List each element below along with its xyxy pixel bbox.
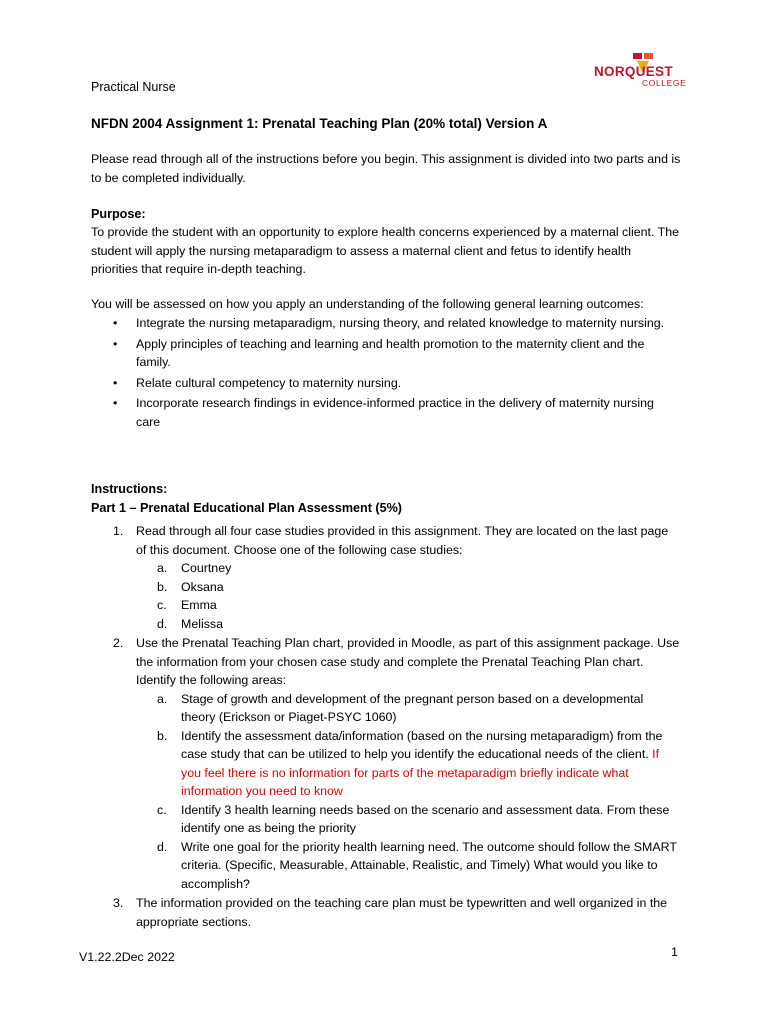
red-note: If you feel there is no information for parts of the metaparadigm briefly indicate what information you need to know (181, 747, 660, 798)
case-study-item (136, 559, 681, 578)
step-number: 2. (113, 636, 124, 650)
case-study-name: Courtney (181, 561, 232, 575)
document-title: NFDN 2004 Assignment 1: Prenatal Teaching Plan (20% total) Version A (91, 116, 548, 131)
outcome-text: Relate cultural competency to maternity nursing. (136, 375, 402, 390)
step-item (91, 634, 681, 893)
intro-paragraph: Please read through all of the instructions before you begin. This assignment is divided into two parts and is to be completed individually. (91, 152, 681, 185)
sub-letter: a. (157, 691, 168, 706)
outcome-item (91, 335, 681, 372)
sub-letter: b. (157, 728, 168, 743)
case-study-name: Emma (181, 598, 217, 612)
logo-subtext: COLLEGE (642, 78, 687, 88)
outcome-text: Integrate the nursing metaparadigm, nursing theory, and related knowledge to maternity nursing. (136, 316, 665, 330)
sub-letter: d. (157, 839, 168, 854)
step-item (91, 522, 681, 633)
sub-letter: c. (157, 802, 167, 817)
bullet-icon: • (113, 375, 118, 390)
chart-area-text: Write one goal for the priority health learning need. The outcome should follow the SMART criteria. (Specific, Measurable, Attainable, Realistic, and Timely) What would you like to accomplish? (181, 839, 677, 891)
bullet-icon: • (113, 316, 118, 330)
chart-area-text: Identify the assessment data/information (based on the nursing metaparadigm) from the case study that can be utilized to help you identify the educational needs of the client. (181, 728, 663, 761)
purpose-heading: Purpose: (91, 207, 146, 221)
part1-heading: Part 1 – Prenatal Educational Plan Assessment (5%) (91, 501, 402, 515)
program-name: Practical Nurse (91, 80, 176, 94)
case-study-list (136, 559, 681, 633)
chart-area-item (136, 838, 681, 894)
chart-area-item (136, 801, 681, 838)
outcome-item (91, 314, 681, 333)
step-number: 1. (113, 524, 124, 538)
chart-area-item (136, 690, 681, 727)
case-study-name: Oksana (181, 579, 224, 594)
step-item (91, 894, 681, 931)
step-text: Read through all four case studies provided in this assignment. They are located on the last page of this document. Choose one of the following case studies: (136, 524, 669, 557)
outcome-item (91, 394, 681, 431)
bullet-icon: • (113, 396, 118, 410)
chart-area-text: Identify 3 health learning needs based on the scenario and assessment data. From these identify one as being the priority (181, 802, 670, 835)
purpose-paragraph: To provide the student with an opportunity to explore health concerns experienced by a maternal client. The student will apply the nursing metaparadigm to assess a maternal client and fetus to identify health priorities that require in-depth teaching. (91, 225, 679, 276)
outcome-item (91, 374, 681, 393)
case-study-name: Melissa (181, 616, 223, 631)
case-study-item (136, 596, 681, 615)
step-number: 3. (113, 896, 124, 910)
logo-wordmark: NORQUEST (594, 64, 673, 79)
norquest-college-logo (594, 50, 690, 90)
sub-letter: a. (157, 561, 168, 575)
learning-outcomes-list (91, 314, 681, 433)
outcome-text: Apply principles of teaching and learning and health promotion to the maternity client and the family. (136, 336, 645, 369)
page-number: 1 (671, 945, 678, 959)
case-study-item (136, 615, 681, 634)
chart-area-item (136, 727, 681, 801)
case-study-item (136, 578, 681, 597)
sub-letter: c. (157, 598, 167, 612)
step-text: The information provided on the teaching care plan must be typewritten and well organized in the appropriate sections. (136, 896, 668, 929)
footer-version: V1.22.2Dec 2022 (79, 950, 175, 964)
instruction-steps (91, 522, 681, 932)
chart-area-text: Stage of growth and development of the pregnant person based on a developmental theory (Erickson or Piaget-PSYC 1060) (181, 691, 644, 724)
outcome-text: Incorporate research findings in evidence-informed practice in the delivery of maternity nursing care (136, 396, 654, 429)
chart-areas-list (136, 690, 681, 894)
step-text: Use the Prenatal Teaching Plan chart, provided in Moodle, as part of this assignment package. Use the information from your chosen case study and complete the Prenatal Teaching Plan chart. Identify the following areas: (136, 636, 680, 687)
sub-letter: b. (157, 579, 168, 594)
bullet-icon: • (113, 336, 118, 351)
outcomes-intro: You will be assessed on how you apply an understanding of the following general learning outcomes: (91, 297, 644, 311)
sub-letter: d. (157, 616, 168, 631)
instructions-heading: Instructions: (91, 482, 168, 496)
